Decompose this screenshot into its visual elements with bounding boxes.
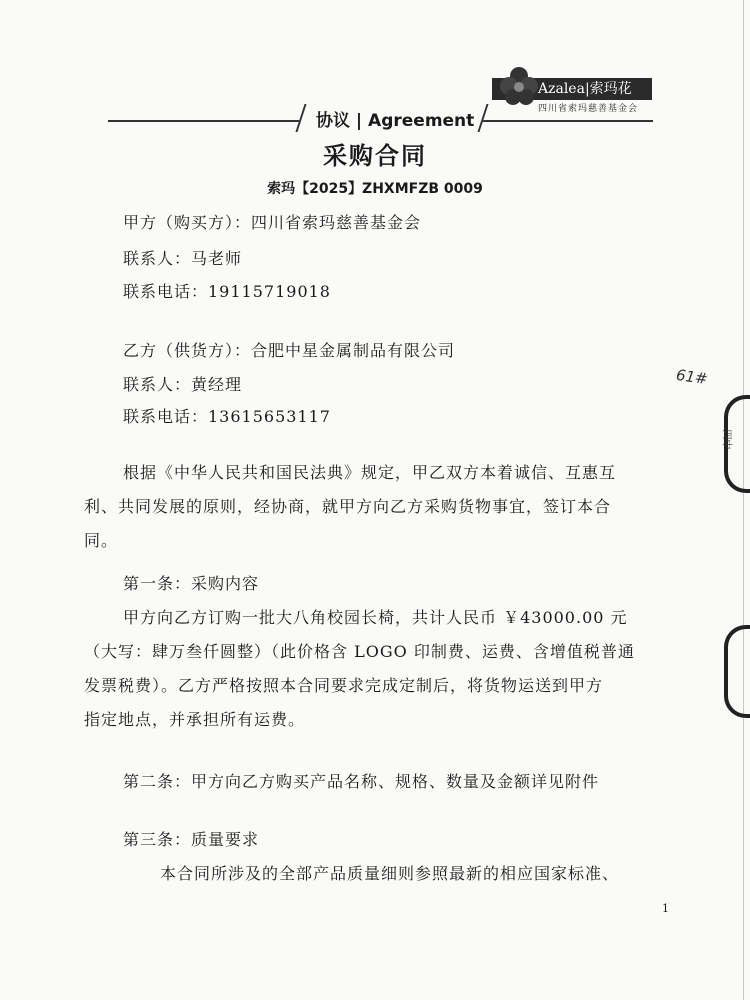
article-2-title: 第二条：甲方向乙方购买产品名称、规格、数量及金额详见附件 — [123, 772, 600, 791]
intro-line-3: 同。 — [84, 531, 119, 550]
article-1-line-3: 发票税费）。乙方严格按照本合同要求完成定制后，将货物运送到甲方 — [84, 676, 604, 695]
article-3-line-1: 本合同所涉及的全部产品质量细则参照最新的相应国家标准、 — [160, 864, 620, 883]
article-1-line-1: 甲方向乙方订购一批大八角校园长椅，共计人民币 ￥43000.00 元 — [123, 608, 628, 627]
party-a-contact: 联系人：马老师 — [123, 249, 243, 268]
azalea-flower-icon — [498, 64, 540, 108]
intro-line-2: 利、共同发展的原则，经协商，就甲方向乙方采购货物事宜，签订本合 — [84, 497, 612, 516]
article-1-line-4: 指定地点，并承担所有运费。 — [84, 710, 306, 729]
page-title: 采购合同 — [323, 141, 427, 170]
article-1-line-2: （大写：肆万叁仟圆整）（此价格含 LOGO 印制费、运费、含增值税普通 — [84, 642, 635, 661]
header-tag: 协议 | Agreement — [316, 111, 475, 131]
party-b-name: 乙方（供货方）：合肥中星金属制品有限公司 — [123, 341, 456, 360]
margin-stamp-text: 四中 — [720, 429, 732, 450]
logo-subtitle: 四川省索玛慈善基金会 — [538, 104, 639, 114]
binding-hole-bottom — [724, 625, 750, 718]
party-b-phone: 联系电话：13615653117 — [123, 407, 331, 426]
margin-handwritten-note: 61# — [674, 365, 709, 389]
page-number: 1 — [662, 902, 669, 915]
logo-brand: Azalea|索玛花 — [492, 78, 652, 100]
party-a-phone: 联系电话：19115719018 — [123, 282, 331, 301]
party-a-name: 甲方（购买方）：四川省索玛慈善基金会 — [123, 213, 422, 232]
foundation-logo — [492, 64, 652, 114]
party-b-contact: 联系人：黄经理 — [123, 375, 243, 394]
article-1-title: 第一条：采购内容 — [123, 574, 260, 593]
contract-code: 索玛【2025】ZHXMFZB 0009 — [267, 181, 483, 197]
intro-line-1: 根据《中华人民共和国民法典》规定，甲乙双方本着诚信、互惠互 — [123, 463, 617, 482]
article-3-title: 第三条：质量要求 — [123, 830, 260, 849]
